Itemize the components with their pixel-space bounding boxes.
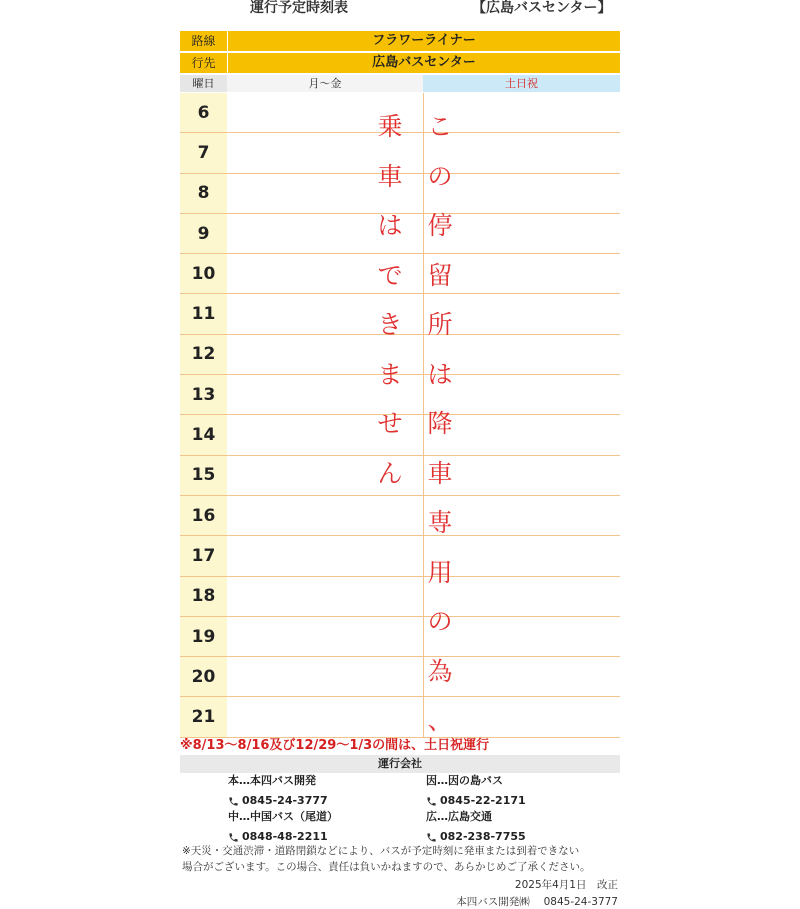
operator-name: 広…広島交通 [426,810,492,823]
notice-no-boarding [375,102,405,498]
operator-item [426,810,526,844]
weekday-departures-cell [227,657,424,696]
hour-label: 10 [180,254,227,293]
day-type-row [180,75,620,92]
hour-row [180,697,620,737]
notice-char: 乗 [377,112,403,141]
hour-label: 12 [180,335,227,374]
operator-phone: 082-238-7755 [440,830,526,843]
route-label: 路線 [180,31,228,51]
hour-label: 20 [180,657,227,696]
phone-icon [426,796,437,807]
hour-label: 17 [180,536,227,575]
notice-char: の [427,161,453,191]
disclaimer-line: ※天災・交通渋滞・道路閉鎖などにより、バスが予定時刻に発車または到着できない [182,845,580,857]
destination-label: 行先 [180,53,228,73]
notice-char: ま [377,359,403,389]
operator-phone-line [228,830,338,844]
hour-label: 21 [180,697,227,736]
operator-phone: 0845-24-3777 [242,794,328,807]
notice-char: は [427,359,453,389]
hour-row [180,536,620,576]
notice-char: 降 [427,409,453,438]
weekday-departures-cell [227,496,424,535]
destination-row [180,53,620,73]
hour-label: 7 [180,133,227,172]
operator-name: 因…因の島バス [426,774,503,787]
notice-char: は [377,211,403,240]
hour-label: 11 [180,294,227,333]
notice-char: こ [427,112,453,141]
route-row [180,31,620,51]
revision-date: 2025年4月1日 改正 [514,879,618,891]
hour-label: 6 [180,93,227,132]
hour-row [180,577,620,617]
notice-alighting-only [425,102,455,746]
operator-name: 本…本四バス開発 [228,774,316,787]
phone-icon [426,832,437,843]
operator-name: 中…中国バス（尾道） [228,810,338,823]
notice-char: ん [377,458,403,488]
notice-char: 所 [427,310,453,339]
notice-char: 留 [427,260,453,290]
notice-char: 車 [377,161,403,191]
doc-title: 運行予定時刻表 [250,0,348,16]
hour-row [180,657,620,697]
hour-row [180,496,620,536]
notice-char: 車 [427,458,453,488]
day-type-label: 曜日 [180,75,227,92]
operator-item [426,774,526,808]
operators-title: 運行会社 [180,755,620,773]
operator-phone-line [426,830,526,844]
operator-phone-line [426,794,526,808]
weekday-departures-cell [227,697,424,736]
hour-label: 9 [180,214,227,253]
notice-char: で [377,260,403,290]
operator-item [228,774,328,808]
hour-label: 8 [180,174,227,213]
hour-label: 14 [180,415,227,454]
notice-char: 用 [427,557,453,587]
publisher-info: 本四バス開発㈱ 0845-24-3777 [456,896,618,908]
notice-char: せ [377,409,403,438]
hour-label: 19 [180,617,227,656]
weekday-departures-cell [227,617,424,656]
phone-icon [228,796,239,807]
notice-char: 停 [427,211,453,240]
hour-label: 16 [180,496,227,535]
holiday-note: ※8/13～8/16及び12/29～1/3の間は、土日祝運行 [180,738,490,753]
hour-label: 15 [180,456,227,495]
operator-phone: 0845-22-2171 [440,794,526,807]
hour-label: 13 [180,375,227,414]
notice-char: 為 [427,656,453,686]
weekday-departures-cell [227,536,424,575]
disclaimer-line: 場合がございます。この場合、責任は負いかねますので、あらかじめご了承ください。 [182,861,591,873]
notice-char: き [377,310,403,339]
disclaimer [182,843,590,875]
notice-char: 専 [427,508,453,537]
phone-icon [228,832,239,843]
hour-label: 18 [180,577,227,616]
weekend-holiday-header: 土日祝 [423,75,620,92]
operator-phone-line [228,794,328,808]
weekday-departures-cell [227,577,424,616]
route-value: フラワーライナー [372,33,476,48]
notice-char: 、 [427,706,453,735]
hour-row [180,617,620,657]
operator-phone: 0848-48-2211 [242,830,328,843]
destination-value: 広島バスセンター [372,55,476,70]
operator-item [228,810,338,844]
weekday-header: 月～金 [227,75,423,92]
notice-char: の [427,607,453,636]
station-name: 【広島バスセンター】 [472,0,612,16]
